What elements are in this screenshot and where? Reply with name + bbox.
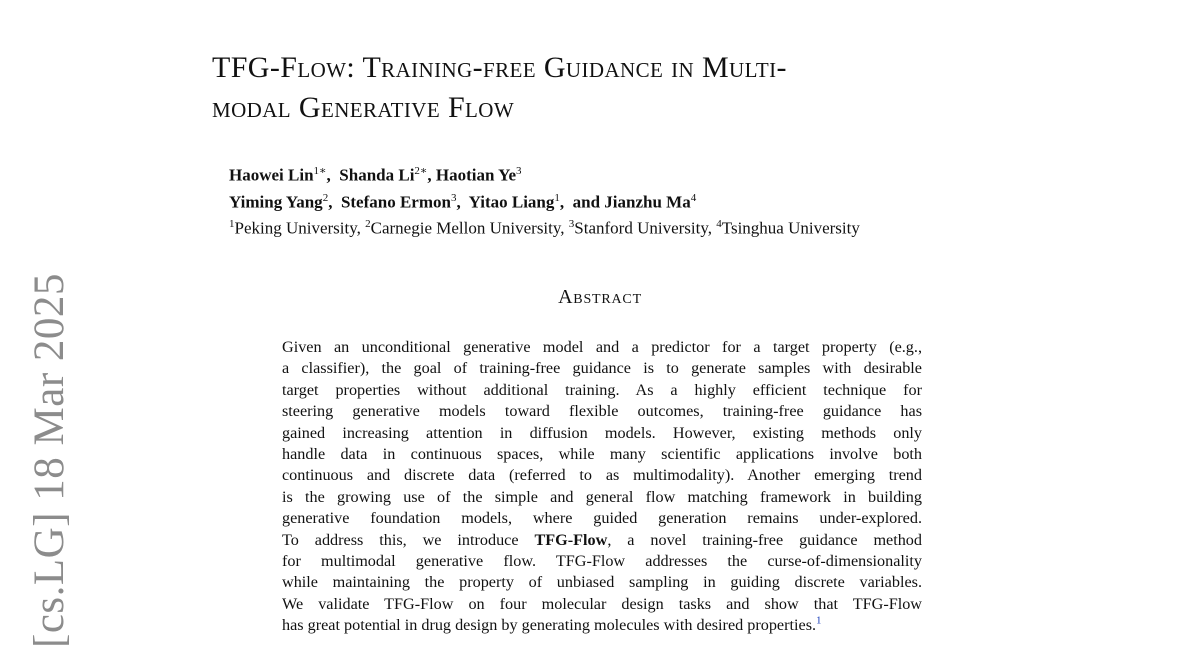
author-name: Stefano Ermon: [340, 192, 451, 212]
abstract-line: We validate TFG-Flow on four molecular design tasks and show that TFG-Flow: [282, 594, 922, 613]
author-mark: 1: [554, 191, 560, 204]
abstract-line: is the growing use of the simple and general flow matching framework in building: [282, 487, 922, 506]
affiliation-name: Stanford University: [574, 218, 708, 238]
abstract-body: [282, 337, 922, 637]
author-block: [229, 160, 860, 240]
author-line-1: Haowei Lin$^{1∗}$, Shanda $Li^{2∗}$, Haotian Ye$^3$: [229, 165, 522, 185]
affiliation-mark: 4: [716, 218, 722, 231]
author-mark: 4: [690, 191, 697, 204]
author-name: Shanda Li: [339, 165, 415, 185]
affiliation-name: Peking University: [234, 218, 357, 238]
author-mark: 2∗: [414, 165, 428, 177]
affiliation-mark: 2: [365, 218, 371, 231]
method-name-bold: TFG-Flow: [534, 530, 608, 549]
footnote-link[interactable]: 1: [816, 614, 822, 627]
abstract-line: handle data in continuous spaces, while many scientific applications involve both: [282, 445, 922, 464]
author-name: Haowei Lin: [229, 165, 314, 185]
abstract-text: To address this, we introduce: [282, 530, 535, 549]
affiliations-line: $^1$Peking University, $^2$Carnegie Mellon University, $^3$Stanford University, $^4$Tsinghua University: [229, 218, 860, 238]
affiliation-name: Tsinghua University: [721, 218, 860, 238]
abstract-line: generative foundation models, where guided generation remains under-explored.: [282, 509, 922, 528]
affiliation-mark: 3: [568, 218, 575, 231]
abstract-text: , a novel training-free guidance method: [607, 530, 922, 549]
abstract-text: has great potential in drug design by generating molecules with desired properties.: [282, 616, 817, 635]
abstract-line: for multimodal generative flow. TFG-Flow addresses the curse-of-dimensionality: [282, 552, 922, 571]
abstract-line: a classifier), the goal of training-free guidance is to generate samples with desirable: [282, 359, 922, 378]
title-line-2: modal Generative Flow: [212, 91, 515, 124]
abstract-line: while maintaining the property of unbiased sampling in guiding discrete variables.: [282, 573, 922, 592]
author-name: and Jianzhu Ma: [572, 192, 691, 212]
abstract-line: Given an unconditional generative model and a predictor for a target property (e.g.,: [282, 338, 922, 356]
author-name: Haotian Ye: [435, 165, 517, 185]
abstract-heading: Abstract: [558, 286, 642, 308]
author-mark: 2: [322, 191, 329, 204]
affiliation-name: Carnegie Mellon University: [370, 218, 561, 238]
abstract-line: steering generative models toward flexible outcomes, training-free guidance has: [282, 402, 922, 421]
author-line-2: Yiming Yang$^2$, Stefano Ermon$^3$, Yitao Liang$^1$, and Jianzhu Ma$^4$: [229, 191, 697, 212]
paper-title: [212, 48, 1032, 128]
author-mark: 1∗: [313, 165, 327, 177]
author-name: Yiming Yang: [229, 192, 323, 212]
author-name: Yitao Liang: [468, 192, 555, 212]
abstract-line: [282, 615, 922, 636]
affiliation-mark: 1: [229, 218, 235, 231]
title-line-1: TFG-Flow: Training-free Guidance in Multi-: [212, 51, 787, 84]
abstract-line: continuous and discrete data (referred to as multimodality). Another emerging trend: [282, 466, 922, 485]
abstract-line: [282, 530, 922, 551]
abstract-line: gained increasing attention in diffusion models. However, existing methods only: [282, 423, 922, 442]
author-mark: 3: [450, 191, 457, 204]
arxiv-identifier-stamp: [cs.LG] 18 Mar 2025: [26, 273, 73, 648]
author-mark: 3: [516, 165, 522, 177]
abstract-line: target properties without additional training. As a highly efficient technique for: [282, 380, 922, 399]
